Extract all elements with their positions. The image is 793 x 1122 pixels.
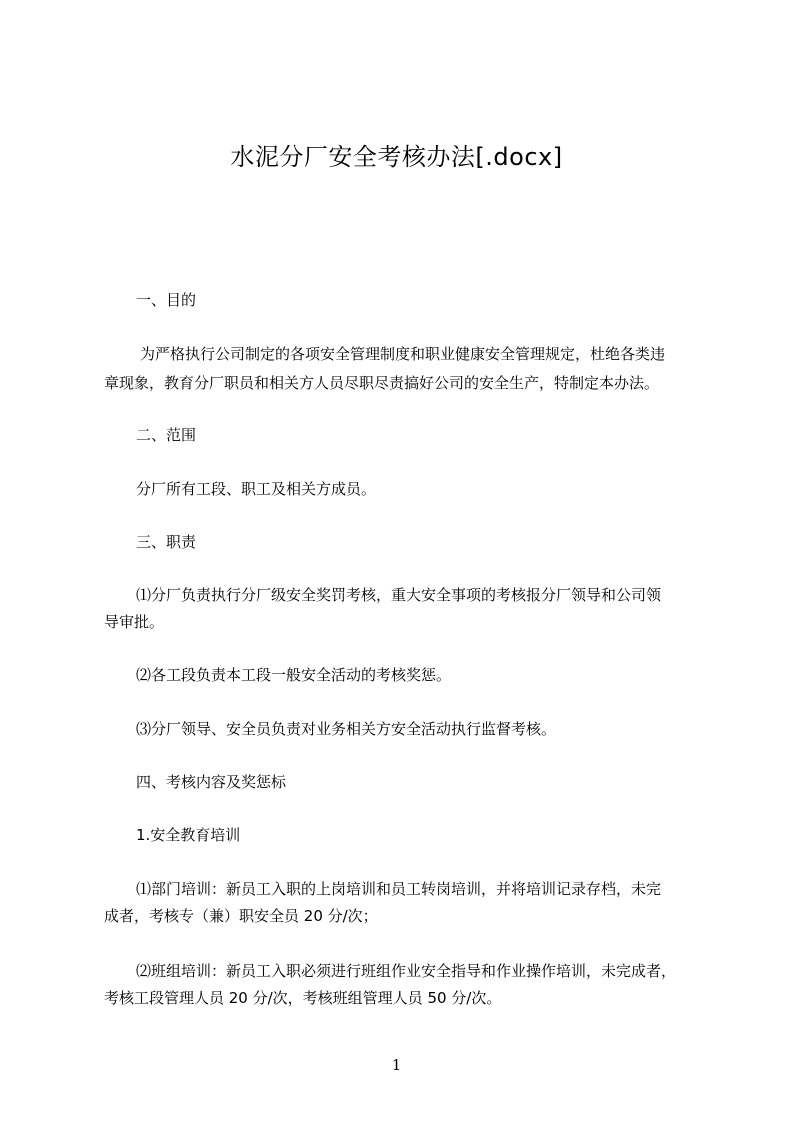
paragraph-line: ⑵各工段负责本工段一般安全活动的考核奖惩。 <box>136 666 452 684</box>
document-title: 水泥分厂安全考核办法[.docx] <box>230 143 563 171</box>
section-heading-scope: 二、范围 <box>136 426 197 444</box>
paragraph-line: 考核工段管理人员 20 分/次，考核班组管理人员 50 分/次。 <box>104 989 502 1007</box>
page-number: 1 <box>391 1056 402 1074</box>
subsection-heading-training: 1.安全教育培训 <box>136 826 241 844</box>
paragraph-line: 章现象，教育分厂职员和相关方人员尽职尽责搞好公司的安全生产，特制定本办法。 <box>104 374 660 392</box>
paragraph-line: 为严格执行公司制定的各项安全管理制度和职业健康安全管理规定，杜绝各类违 <box>140 345 666 363</box>
section-heading-assessment: 四、考核内容及奖惩标 <box>136 773 287 791</box>
paragraph-line: ⑴部门培训：新员工入职的上岗培训和员工转岗培训，并将培训记录存档，未完 <box>136 880 662 898</box>
paragraph-line: 分厂所有工段、职工及相关方成员。 <box>136 480 377 498</box>
paragraph-line: 导审批。 <box>104 613 165 631</box>
section-heading-purpose: 一、目的 <box>136 291 197 309</box>
paragraph-line: ⑶分厂领导、安全员负责对业务相关方安全活动执行监督考核。 <box>136 720 557 738</box>
section-heading-responsibilities: 三、职责 <box>136 533 197 551</box>
paragraph-line: ⑴分厂负责执行分厂级安全奖罚考核，重大安全事项的考核报分厂领导和公司领 <box>136 586 662 604</box>
paragraph-line: ⑵班组培训：新员工入职必须进行班组作业安全指导和作业操作培训，未完成者， <box>136 962 677 980</box>
paragraph-line: 成者，考核专（兼）职安全员 20 分/次； <box>104 907 378 925</box>
